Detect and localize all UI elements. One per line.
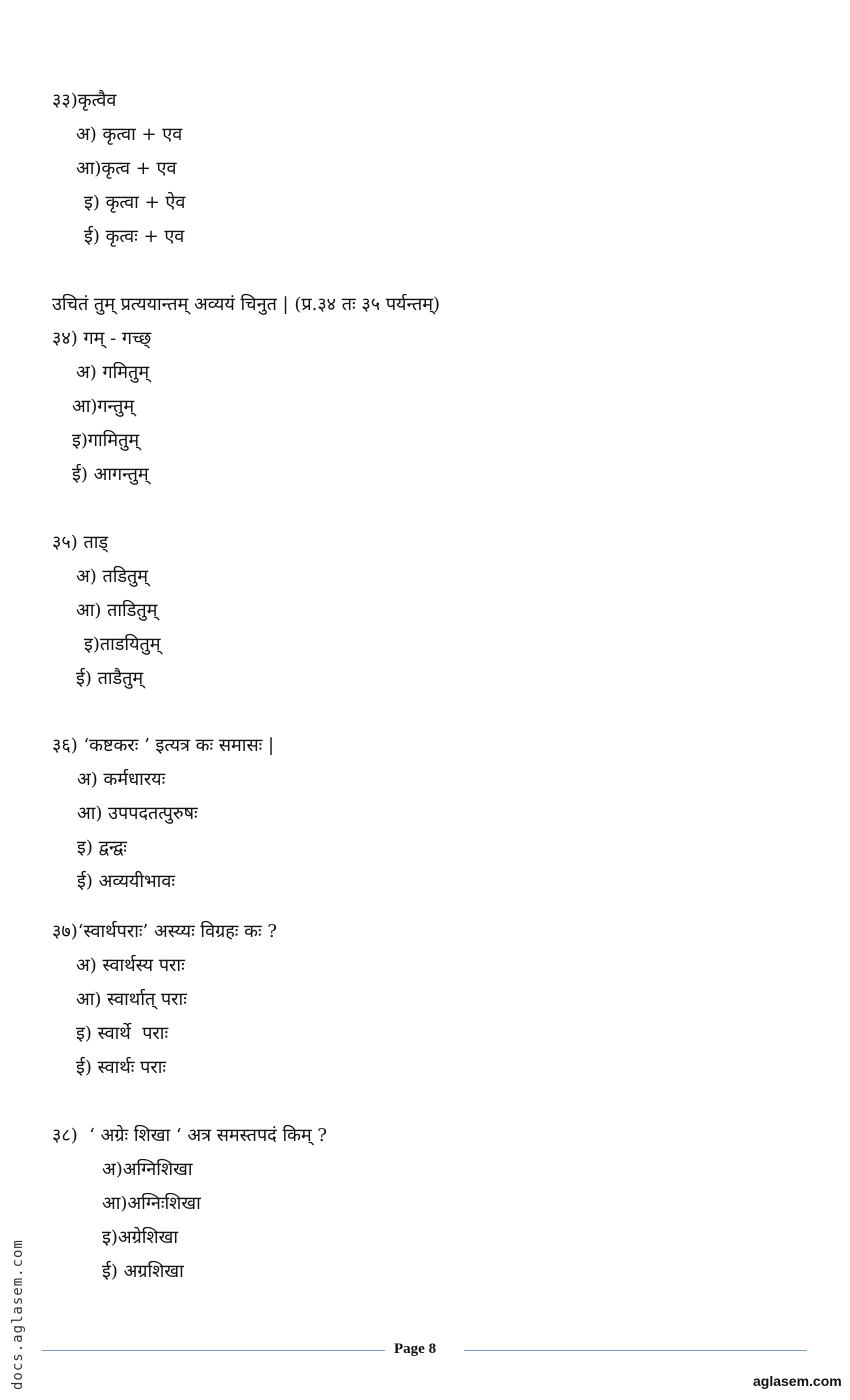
q36-option-a: अ) कर्मधारयः <box>77 769 166 790</box>
q38-option-ii: ई) अग्रशिखा <box>102 1261 184 1282</box>
site-brand: aglasem.com <box>753 1373 842 1389</box>
question-33: ३३)कृत्वैव <box>52 90 117 111</box>
question-35: ३५) ताड् <box>52 532 109 553</box>
q37-option-ii: ई) स्वार्थः पराः <box>76 1057 166 1078</box>
q33-option-a: अ) कृत्वा + एव <box>76 124 183 145</box>
q38-option-a: अ)अग्निशिखा <box>102 1159 193 1180</box>
q36-option-ii: ई) अव्ययीभावः <box>77 871 175 892</box>
q35-option-aa: आ) ताडितुम् <box>76 600 158 621</box>
q38-option-i: इ)अग्रेशिखा <box>102 1227 179 1248</box>
q37-option-aa: आ) स्वार्थात् पराः <box>76 989 187 1010</box>
q35-option-ii: ई) ताडैतुम् <box>76 668 144 689</box>
question-36: ३६) ‘कष्टकरः ’ इत्यत्र कः समासः | <box>52 735 275 756</box>
q34-option-a: अ) गमितुम् <box>76 362 150 383</box>
footer-rule-right <box>464 1350 807 1351</box>
side-watermark: docs.aglasem.com <box>10 1239 26 1390</box>
question-37: ३७)‘स्वार्थपराः’ अस्य्यः विग्रहः कः ? <box>52 921 277 942</box>
q36-option-aa: आ) उपपदतत्पुरुषः <box>77 803 198 824</box>
question-38: ३८) ‘ अग्रेः शिखा ‘ अत्र समस्तपदं किम् ? <box>52 1125 328 1146</box>
section-instruction: उचितं तुम् प्रत्ययान्तम् अव्ययं चिनुत | (प्र.३४ तः ३५ पर्यन्तम्) <box>52 294 441 315</box>
q34-option-aa: आ)गन्तुम् <box>72 396 135 417</box>
q38-option-aa: आ)अग्निःशिखा <box>102 1193 201 1214</box>
q37-option-a: अ) स्वार्थस्य पराः <box>76 955 185 976</box>
q35-option-a: अ) तडितुम् <box>76 566 149 587</box>
q37-option-i: इ) स्वार्थे पराः <box>76 1023 169 1044</box>
q33-option-ii: ई) कृत्वः + एव <box>84 226 185 247</box>
q34-option-ii: ई) आगन्तुम् <box>72 464 149 485</box>
question-34: ३४) गम् - गच्छ् <box>52 328 152 349</box>
q36-option-i: इ) द्वन्द्वः <box>77 837 127 858</box>
q33-option-i: इ) कृत्वा + ऐव <box>84 192 186 213</box>
footer-rule-left <box>42 1350 385 1351</box>
q33-option-aa: आ)कृत्व + एव <box>76 158 177 179</box>
q35-option-i: इ)ताडयितुम् <box>84 634 161 655</box>
q34-option-i: इ)गामितुम् <box>72 430 140 451</box>
page-number: Page 8 <box>394 1341 437 1357</box>
